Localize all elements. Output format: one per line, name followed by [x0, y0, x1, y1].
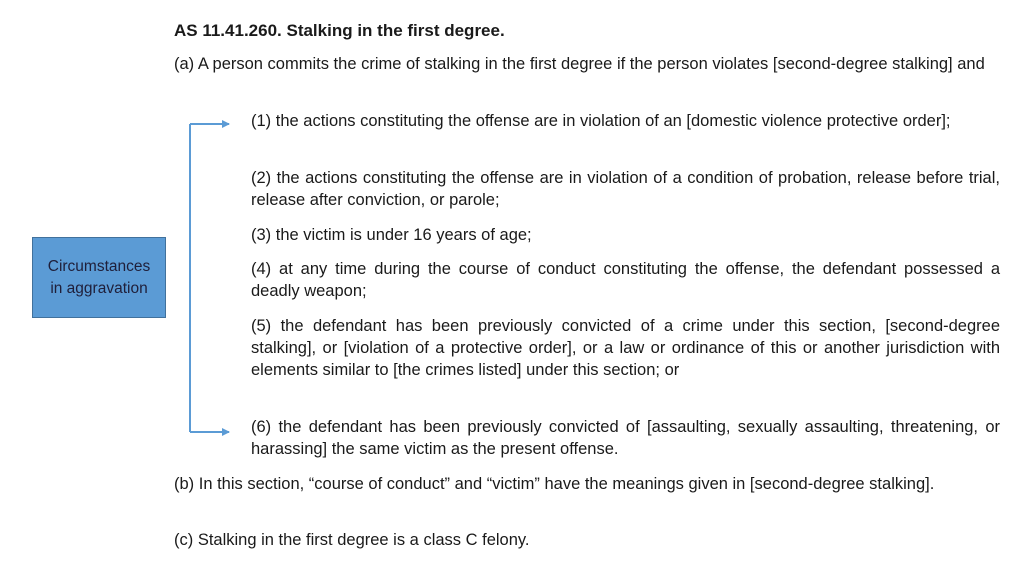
list-item-6: (6) the defendant has been previously convicted of [assaulting, sexually assaulting, threatening, or harassing] the same victim as the present offense. — [251, 418, 1000, 458]
callout-line-1: Circumstances — [47, 257, 151, 275]
list-item-4: (4) at any time during the course of conduct constituting the offense, the defendant possessed a deadly weapon; — [251, 260, 1000, 300]
list-item-5: (5) the defendant has been previously convicted of a crime under this section, [second-degree stalking], or [violation of a protective order], or a law or ordinance of this or another jurisdiction with elements similar to [the crimes listed] under this section; or — [251, 317, 1000, 379]
statute-title: AS 11.41.260. Stalking in the first degree. — [174, 21, 505, 40]
circumstances-callout-box — [32, 237, 166, 318]
list-item-1: (1) the actions constituting the offense are in violation of an [domestic violence protective order]; — [251, 112, 951, 130]
subsection-c: (c) Stalking in the first degree is a class C felony. — [174, 531, 530, 549]
list-item-2: (2) the actions constituting the offense are in violation of a condition of probation, release before trial, release after conviction, or parole; — [251, 169, 1000, 209]
subsection-b: (b) In this section, “course of conduct” and “victim” have the meanings given in [second-degree stalking]. — [174, 475, 935, 493]
subsection-a: (a) A person commits the crime of stalking in the first degree if the person violates [second-degree stalking] and — [174, 55, 985, 73]
callout-line-2: in aggravation — [50, 279, 148, 297]
list-item-3: (3) the victim is under 16 years of age; — [251, 226, 532, 244]
